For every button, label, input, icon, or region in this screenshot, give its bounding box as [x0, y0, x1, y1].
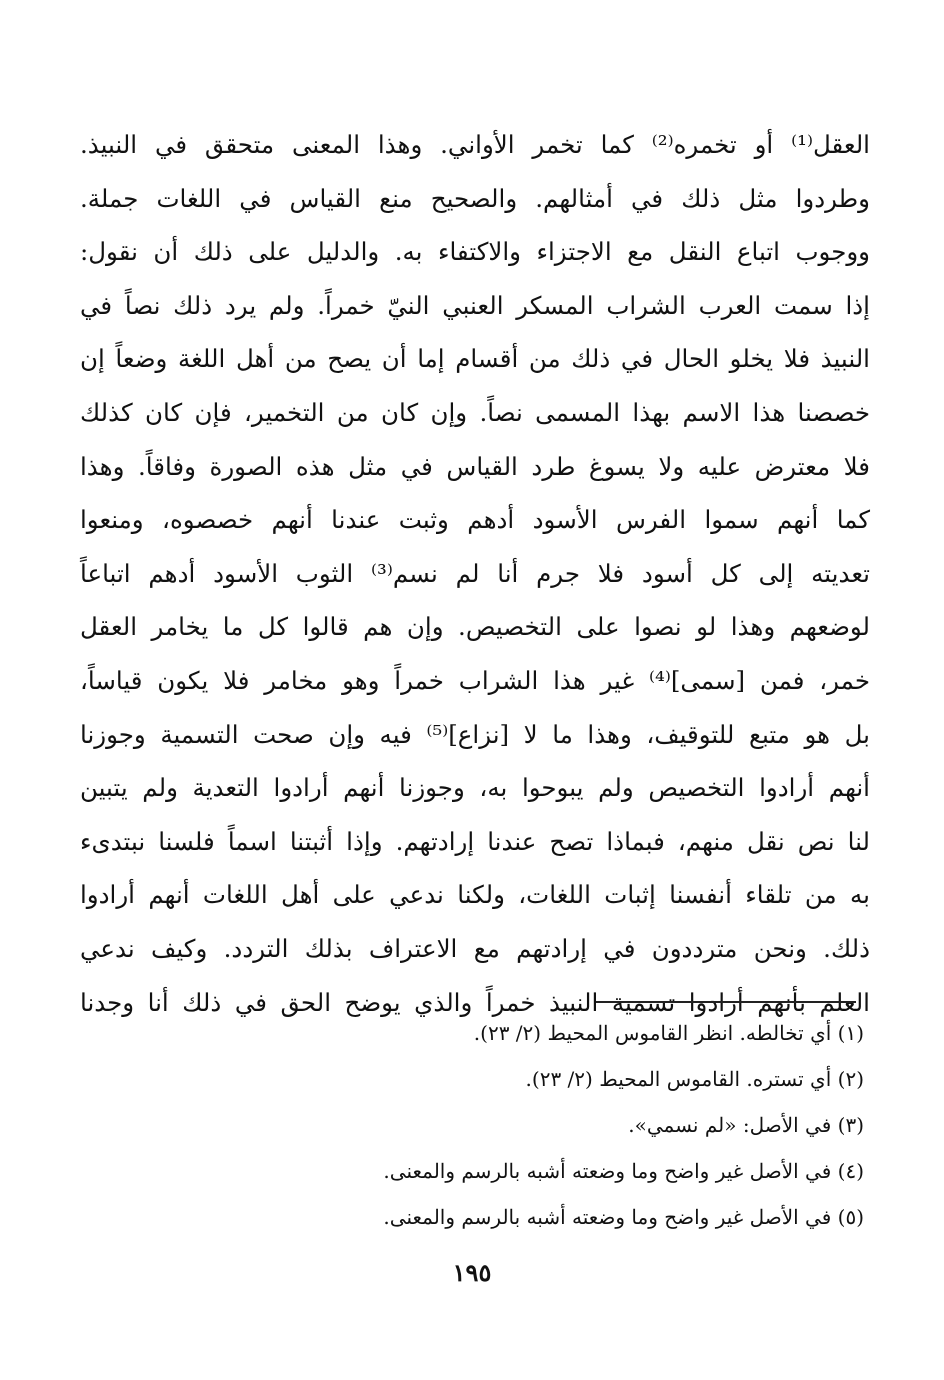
text-line: العلم بأنهم أرادوا تسمية النبيذ خمراً والذي يوضح الحق في ذلك أنا وجدنا — [80, 987, 870, 1017]
footnote-separator — [596, 1001, 856, 1003]
text-line: به من تلقاء أنفسنا إثبات اللغات، ولكنا ندعي على أهل اللغات أنهم أرادوا — [80, 880, 870, 910]
text-line: فلا معترض عليه ولا يسوغ طرد القياس في مثل هذه الصورة وفاقاً. وهذا — [80, 451, 870, 481]
page-number: ١٩٥ — [452, 1258, 492, 1287]
body-text — [80, 118, 870, 1029]
footnote: (٣) في الأصل: «لم نسمي». — [628, 1113, 864, 1137]
text-line: كما أنهم سموا الفرس الأسود أدهم وثبت عندنا أنهم خصصوه، ومنعوا — [80, 505, 870, 535]
text-line: خصصنا هذا الاسم بهذا المسمى نصاً. وإن كان من التخمير، فإن كان كذلك — [80, 397, 870, 427]
text-line: لنا نص نقل منهم، فبماذا تصح عندنا إرادتهم. وإذا أثبتنا اسماً فلسنا نبتدىء — [80, 826, 870, 856]
footnote: (٢) أي تستره. القاموس المحيط (٢/ ٢٣). — [525, 1067, 864, 1091]
text-line: لوضعهم وهذا لو نصوا على التخصيص. وإن هم قالوا كل ما يخامر العقل — [80, 612, 870, 642]
text-line: إذا سمت العرب الشراب المسكر العنبي النيّ خمراً. ولم يرد ذلك نصاً في — [80, 290, 870, 320]
text-line: تعديته إلى كل أسود فلا جرم أنا لم نسم⁽³⁾ الثوب الأسود أدهم اتباعاً — [80, 558, 870, 588]
footnotes — [164, 1010, 864, 1240]
footnote: (١) أي تخالطه. انظر القاموس المحيط (٢/ ٢٣). — [473, 1021, 864, 1045]
text-line: بل هو متبع للتوقيف، وهذا ما لا [نزاع]⁽⁵⁾ فيه وإن صحت التسمية وجوزنا — [80, 719, 870, 749]
text-line: وطردوا مثل ذلك في أمثالهم. والصحيح منع القياس في اللغات جملة. — [80, 183, 870, 213]
text-line: العقل⁽¹⁾ أو تخمره⁽²⁾ كما تخمر الأواني. وهذا المعنى متحقق في النبيذ. — [80, 130, 870, 159]
text-line: ووجوب اتباع النقل مع الاجتزاء والاكتفاء به. والدليل على ذلك أن نقول: — [80, 237, 870, 267]
footnote: (٥) في الأصل غير واضح وما وضعته أشبه بالرسم والمعنى. — [383, 1205, 864, 1229]
text-line: ذلك. ونحن مترددون في إرادتهم مع الاعتراف بذلك التردد. وكيف ندعي — [80, 933, 870, 963]
footnote: (٤) في الأصل غير واضح وما وضعته أشبه بالرسم والمعنى. — [383, 1159, 864, 1183]
text-line: النبيذ فلا يخلو الحال في ذلك من أقسام إما أن يصح من أهل اللغة وضعاً إن — [80, 344, 870, 374]
text-line: خمر، فمن [سمى]⁽⁴⁾ غير هذا الشراب خمراً وهو مخامر فلا يكون قياساً، — [80, 665, 870, 695]
text-line: أنهم أرادوا التخصيص ولم يبوحوا به، وجوزنا أنهم أرادوا التعدية ولم يتبين — [80, 773, 870, 803]
